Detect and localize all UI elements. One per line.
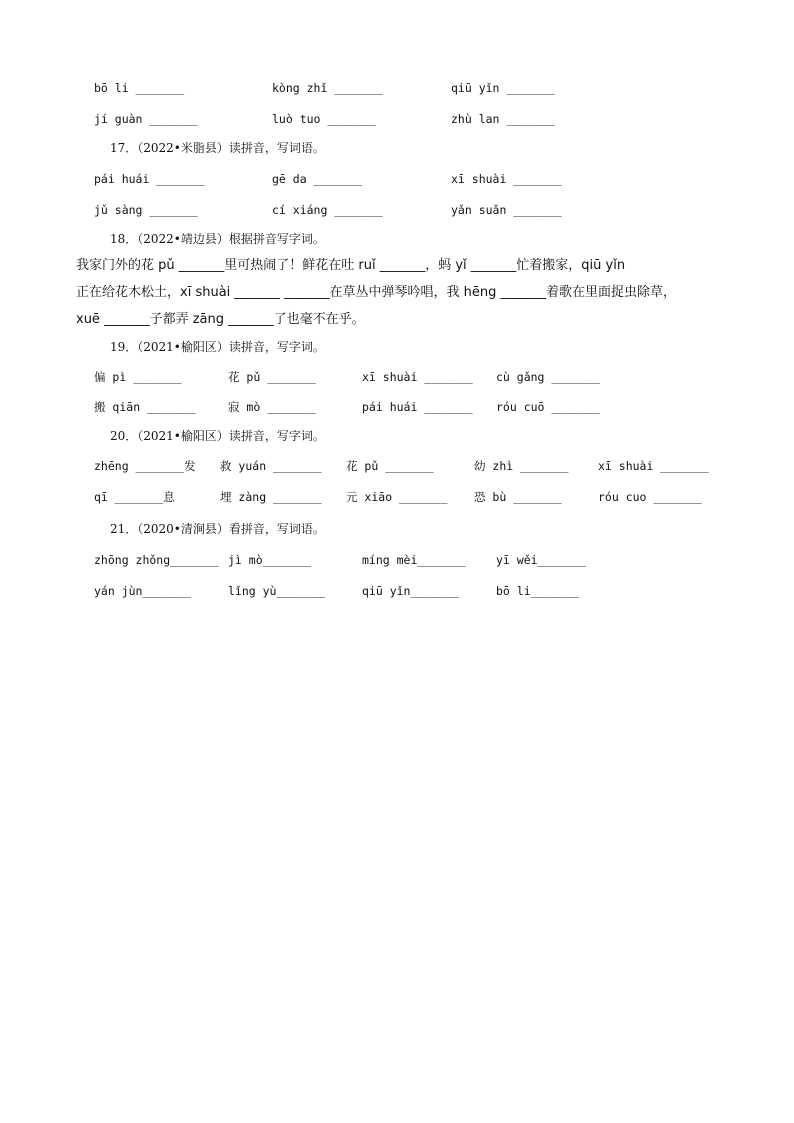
pinyin-item: 恐 bù _______: [474, 490, 562, 504]
pinyin-item: kòng zhǐ _______: [272, 81, 383, 95]
pinyin-item: 幼 zhì _______: [474, 459, 569, 473]
pinyin-row: [0, 396, 794, 418]
pinyin-row: [0, 108, 794, 130]
pinyin-item: xī shuài _______: [451, 172, 562, 186]
pinyin-item: xī shuài _______: [362, 370, 473, 384]
pinyin-row: [0, 77, 794, 99]
pinyin-row: [0, 366, 794, 388]
pinyin-item: luò tuo _______: [272, 112, 376, 126]
pinyin-item: 救 yuán _______: [220, 459, 322, 473]
pinyin-item: xī shuài _______: [598, 459, 709, 473]
pinyin-item: zhù lan _______: [451, 112, 555, 126]
pinyin-row: [0, 199, 794, 221]
pinyin-item: róu cuo _______: [598, 490, 702, 504]
pinyin-item: yī wěi_______: [496, 553, 587, 567]
question-17-header: 17．（2022•米脂县）读拼音，写词语。: [110, 141, 325, 155]
pinyin-item: 埋 zàng _______: [220, 490, 322, 504]
pinyin-row: [0, 486, 794, 508]
pinyin-item: 元 xiāo _______: [346, 490, 448, 504]
pinyin-item: 花 pǔ _______: [346, 459, 434, 473]
pinyin-item: gē da _______: [272, 172, 363, 186]
pinyin-item: míng mèi_______: [362, 553, 466, 567]
pinyin-item: qiū yǐn _______: [451, 81, 555, 95]
question-18-line-3: xuē _______子都弄 zāng _______了也毫不在乎。: [76, 312, 365, 327]
question-18-line-1: 我家门外的花 pǔ _______里可热闹了！鲜花在吐 ruǐ _______，蚂 yǐ _______忙着搬家，qiū yǐn: [76, 258, 626, 273]
pinyin-item: róu cuō _______: [496, 400, 600, 414]
pinyin-item: zhēng _______发: [94, 459, 196, 473]
pinyin-item: 偏 pì _______: [94, 370, 182, 384]
pinyin-item: lǐng yù_______: [228, 584, 325, 598]
pinyin-item: yǎn suǎn _______: [451, 203, 562, 217]
pinyin-item: jǔ sàng _______: [94, 203, 198, 217]
pinyin-item: cù gǎng _______: [496, 370, 600, 384]
question-18-header: 18．（2022•靖边县）根据拼音写字词。: [110, 232, 325, 246]
pinyin-item: pái huái _______: [362, 400, 473, 414]
pinyin-row: [0, 168, 794, 190]
pinyin-row: [0, 549, 794, 571]
pinyin-item: pái huái _______: [94, 172, 205, 186]
question-21-header: 21．（2020•清涧县）看拼音，写词语。: [110, 522, 325, 536]
pinyin-item: bō li_______: [496, 584, 580, 598]
question-19-header: 19．（2021•榆阳区）读拼音，写字词。: [110, 340, 325, 354]
pinyin-item: qiū yǐn_______: [362, 584, 459, 598]
question-20-header: 20．（2021•榆阳区）读拼音，写字词。: [110, 429, 325, 443]
question-18-line-2: 正在给花木松土，xī shuài _______ _______在草丛中弹琴吟唱，我 hēng _______着歌在里面捉虫除草，: [76, 285, 677, 300]
pinyin-item: bō li _______: [94, 81, 185, 95]
pinyin-item: zhōng zhǒng_______: [94, 553, 219, 567]
pinyin-item: cí xiáng _______: [272, 203, 383, 217]
pinyin-item: qī _______息: [94, 490, 175, 504]
pinyin-item: jì mò_______: [228, 553, 312, 567]
pinyin-row: [0, 455, 794, 477]
pinyin-item: yán jùn_______: [94, 584, 191, 598]
pinyin-item: jí guàn _______: [94, 112, 198, 126]
pinyin-item: 花 pǔ _______: [228, 370, 316, 384]
pinyin-item: 搬 qiān _______: [94, 400, 196, 414]
pinyin-item: 寂 mò _______: [228, 400, 316, 414]
pinyin-row: [0, 580, 794, 602]
